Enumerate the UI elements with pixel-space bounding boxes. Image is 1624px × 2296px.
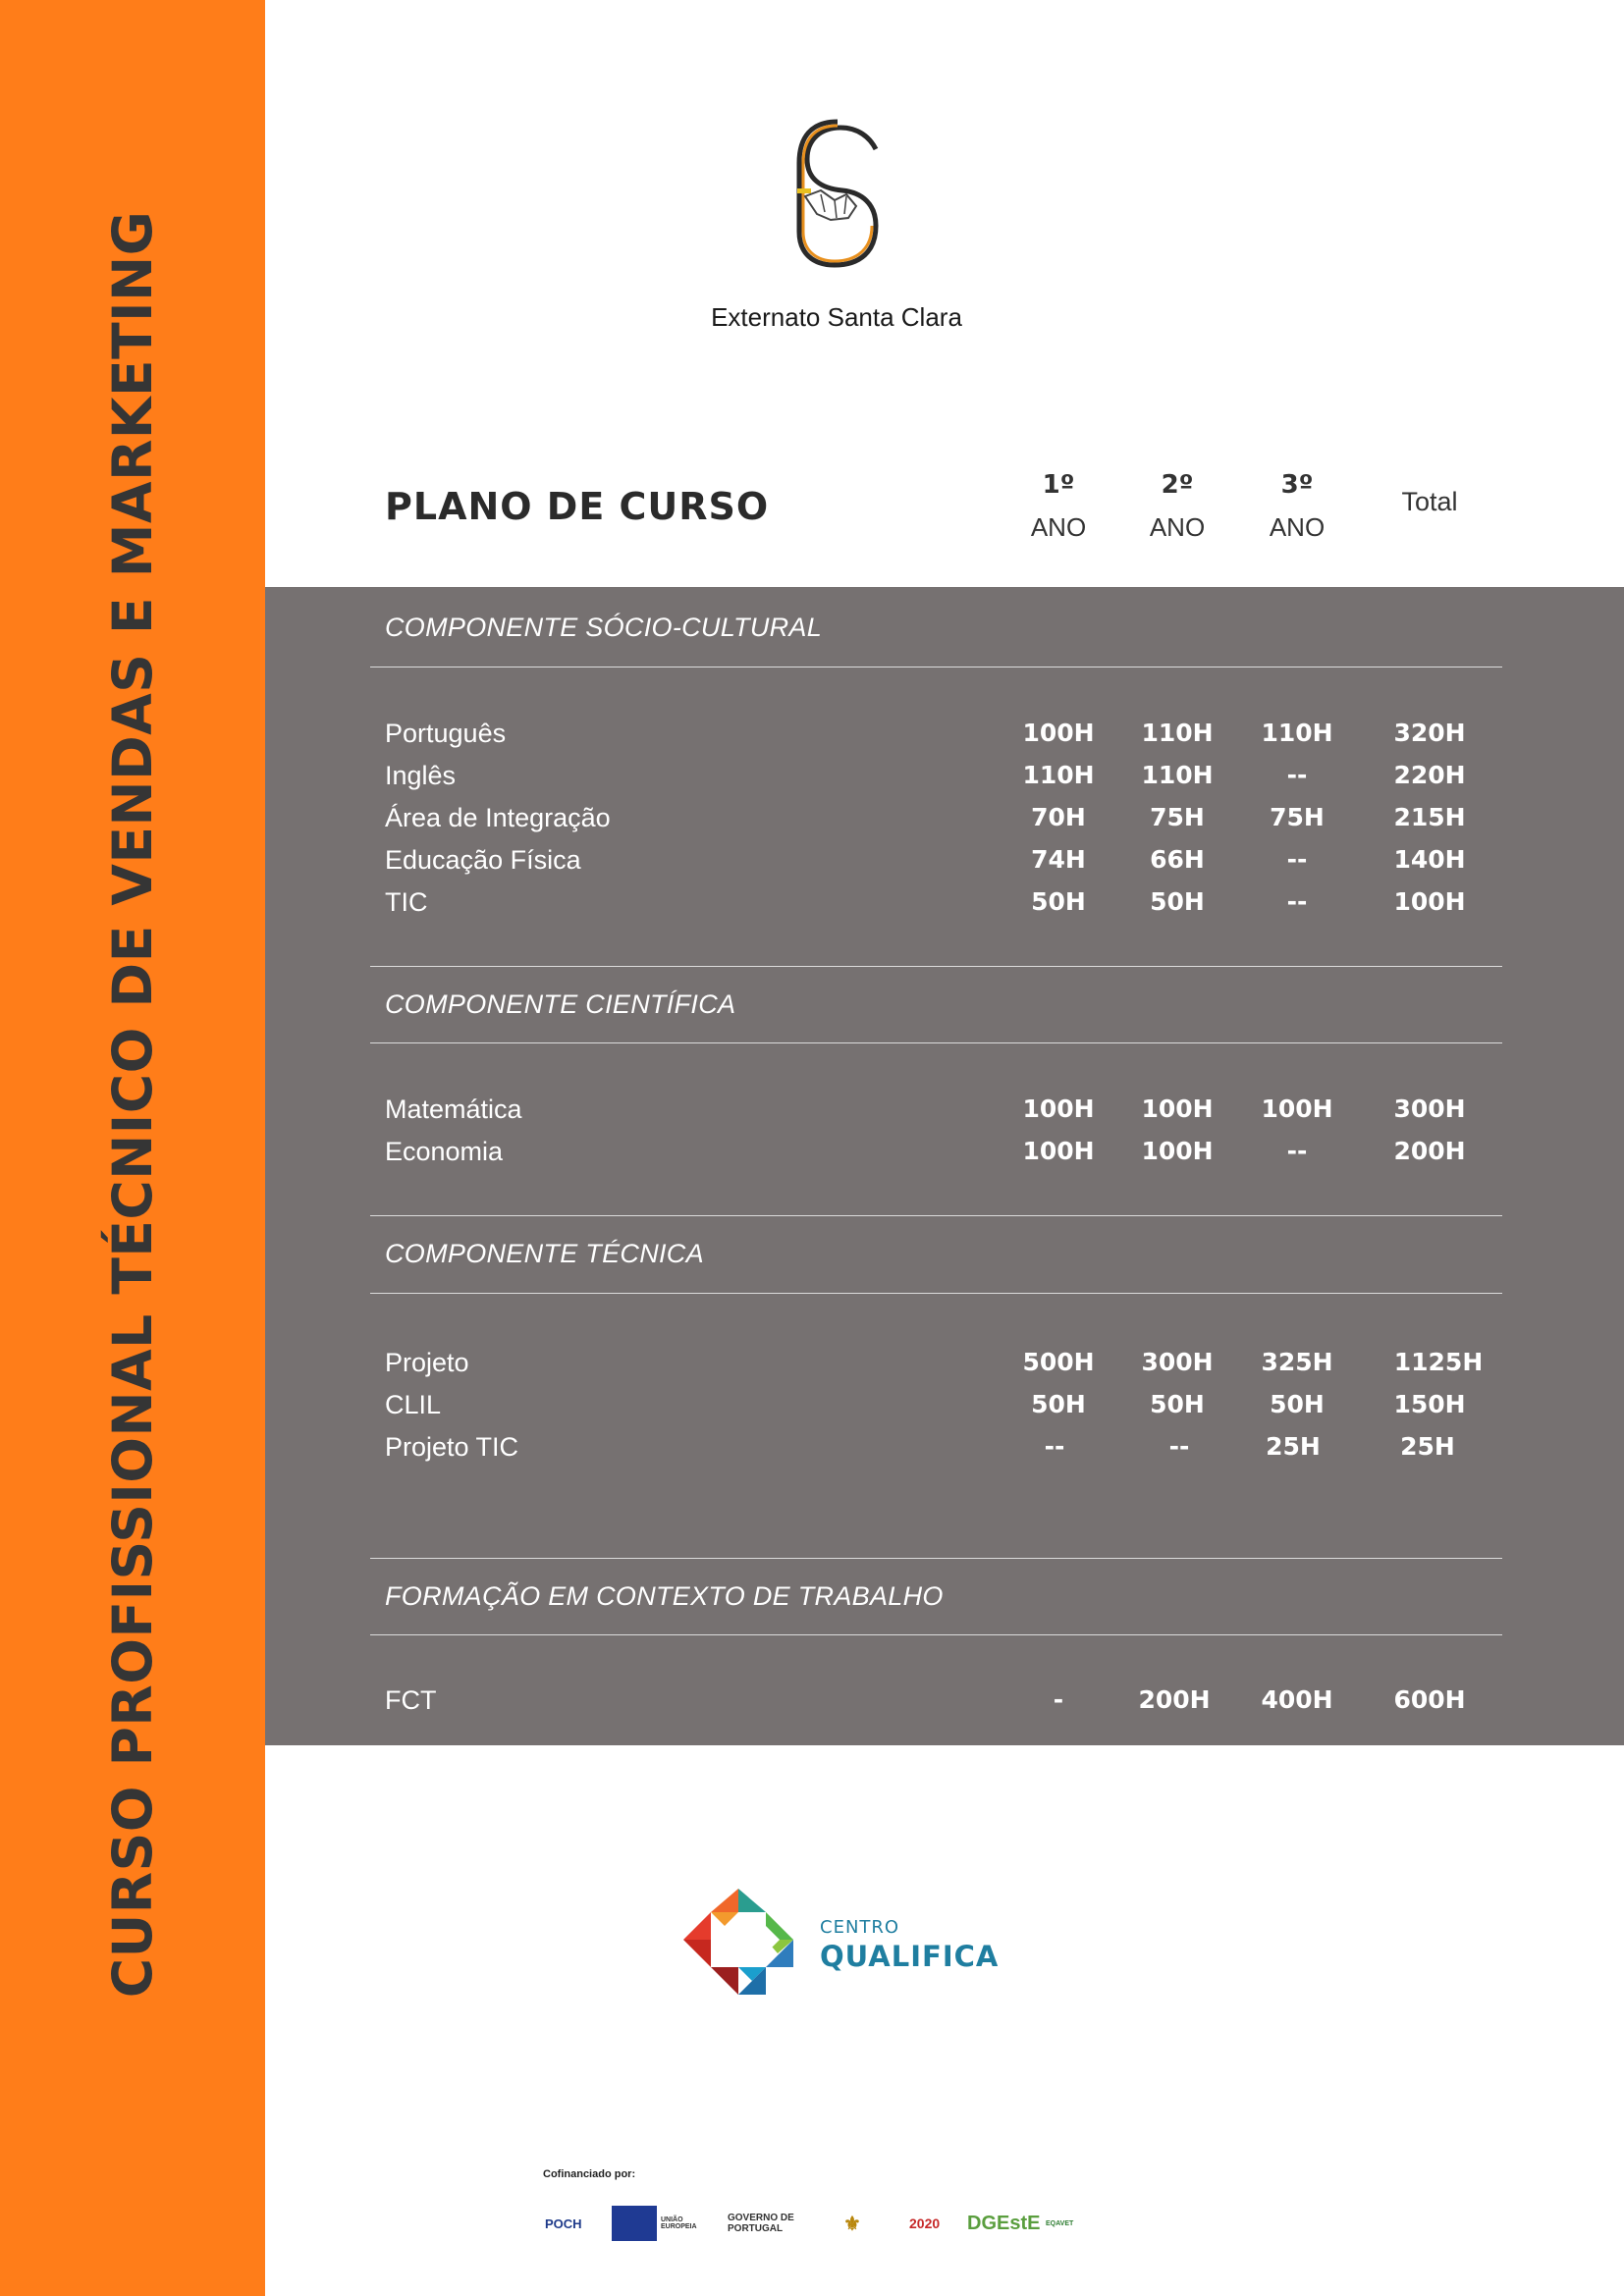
qualifica-line2: QUALIFICA: [820, 1940, 1000, 1973]
year-3-label: ANO: [1269, 512, 1326, 542]
total-hours: 300H: [1393, 1095, 1466, 1123]
dgeste-logo: DGEstE: [967, 2212, 1041, 2234]
divider: [370, 1042, 1502, 1043]
table-row: [0, 840, 1624, 880]
subject-name: Projeto: [385, 1348, 469, 1377]
table-row: [0, 1427, 1624, 1467]
year-1-hours: 50H: [1031, 1390, 1086, 1418]
total-hours: 1125H: [1393, 1348, 1484, 1376]
year-3-hours: 100H: [1261, 1095, 1333, 1123]
governo-logo: GOVERNO DE PORTUGAL: [728, 2213, 794, 2234]
year-2-header: [1123, 465, 1231, 544]
subject-name: TIC: [385, 887, 428, 917]
year-3-header: [1243, 465, 1351, 544]
course-title: CURSO PROFISSIONAL TÉCNICO DE VENDAS E MARKETING: [101, 210, 164, 1999]
year-2-hours: --: [1168, 1432, 1190, 1461]
poch-logo: POCH: [545, 2216, 582, 2231]
section-title: FORMAÇÃO EM CONTEXTO DE TRABALHO: [385, 1581, 944, 1611]
divider: [370, 1634, 1502, 1635]
total-hours: 600H: [1393, 1685, 1466, 1714]
table-row: [0, 882, 1624, 922]
year-1-hours: 100H: [1022, 1095, 1095, 1123]
table-row: [0, 1132, 1624, 1171]
year-3-hours: --: [1286, 845, 1308, 874]
year-1-hours: 74H: [1031, 845, 1086, 874]
cofinanced-label: Cofinanciado por:: [543, 2168, 636, 2180]
table-row: [0, 1343, 1624, 1382]
year-2-hours: 110H: [1141, 761, 1214, 789]
year-2-hours: 50H: [1150, 887, 1205, 916]
year-1-hours: 110H: [1022, 761, 1095, 789]
subject-name: FCT: [385, 1685, 437, 1715]
total-hours: 220H: [1393, 761, 1466, 789]
total-hours: 320H: [1393, 719, 1466, 747]
year-2-hours: 300H: [1141, 1348, 1214, 1376]
subject-name: CLIL: [385, 1390, 442, 1419]
section-title: COMPONENTE TÉCNICA: [385, 1239, 704, 1268]
total-hours: 140H: [1393, 845, 1466, 874]
section-title: COMPONENTE SÓCIO-CULTURAL: [385, 613, 823, 642]
year-1-hours: -: [1053, 1685, 1064, 1714]
eu-flag-icon: [612, 2206, 657, 2241]
table-row: [0, 756, 1624, 795]
subject-name: Projeto TIC: [385, 1432, 519, 1462]
subject-name: Matemática: [385, 1095, 522, 1124]
year-2-hours: 100H: [1141, 1137, 1214, 1165]
subject-name: Educação Física: [385, 845, 581, 875]
total-hours: 215H: [1393, 803, 1466, 831]
qualifica-line1: CENTRO: [820, 1917, 900, 1938]
total-header: Total: [1401, 487, 1458, 516]
year-2-hours: 110H: [1141, 719, 1214, 747]
year-2-hours: 75H: [1150, 803, 1205, 831]
table-row: [0, 714, 1624, 753]
total-hours: 150H: [1393, 1390, 1466, 1418]
year-2-number: 2º: [1161, 470, 1194, 500]
year-2-hours: 66H: [1150, 845, 1205, 874]
divider: [370, 966, 1502, 967]
subject-name: Área de Integração: [385, 803, 611, 832]
total-hours: 200H: [1393, 1137, 1466, 1165]
year-1-header: [1004, 465, 1112, 544]
eqavet-logo: EQAVET: [1046, 2219, 1074, 2227]
year-2-hours: 100H: [1141, 1095, 1214, 1123]
plan-title: PLANO DE CURSO: [385, 485, 770, 528]
year-1-hours: 70H: [1031, 803, 1086, 831]
year-3-hours: 400H: [1261, 1685, 1333, 1714]
table-row: [0, 1385, 1624, 1424]
year-2-hours: 50H: [1150, 1390, 1205, 1418]
portugal-2020-logo: 2020: [909, 2216, 941, 2231]
divider: [370, 1215, 1502, 1216]
year-1-hours: 100H: [1022, 1137, 1095, 1165]
year-1-hours: 100H: [1022, 719, 1095, 747]
table-row: [0, 798, 1624, 837]
year-1-number: 1º: [1042, 470, 1075, 500]
coat-of-arms-icon: ⚜: [843, 2213, 861, 2235]
year-3-hours: 50H: [1270, 1390, 1325, 1418]
year-3-number: 3º: [1280, 470, 1314, 500]
year-3-hours: --: [1286, 887, 1308, 916]
subject-name: Inglês: [385, 761, 457, 790]
year-3-hours: 75H: [1270, 803, 1325, 831]
year-1-hours: 500H: [1022, 1348, 1095, 1376]
table-row: [0, 1090, 1624, 1129]
year-1-hours: 50H: [1031, 887, 1086, 916]
eu-label: UNIÃO EUROPEIA: [661, 2216, 697, 2230]
total-hours: 100H: [1393, 887, 1466, 916]
centro-qualifica-logo: [683, 1889, 805, 2002]
total-hours: 25H: [1400, 1432, 1455, 1461]
section-title: COMPONENTE CIENTÍFICA: [385, 989, 736, 1019]
divider: [370, 1293, 1502, 1294]
subject-name: Economia: [385, 1137, 504, 1166]
school-name: Externato Santa Clara: [711, 302, 962, 332]
year-2-label: ANO: [1149, 512, 1206, 542]
year-3-hours: --: [1286, 761, 1308, 789]
school-logo: [791, 116, 884, 271]
table-row: [0, 1681, 1624, 1720]
year-3-hours: --: [1286, 1137, 1308, 1165]
divider: [370, 1558, 1502, 1559]
year-3-hours: 110H: [1261, 719, 1333, 747]
subject-name: Português: [385, 719, 507, 748]
year-1-label: ANO: [1030, 512, 1087, 542]
year-3-hours: 25H: [1266, 1432, 1321, 1461]
year-3-hours: 325H: [1261, 1348, 1333, 1376]
year-1-hours: --: [1044, 1432, 1065, 1461]
year-2-hours: 200H: [1138, 1685, 1211, 1714]
